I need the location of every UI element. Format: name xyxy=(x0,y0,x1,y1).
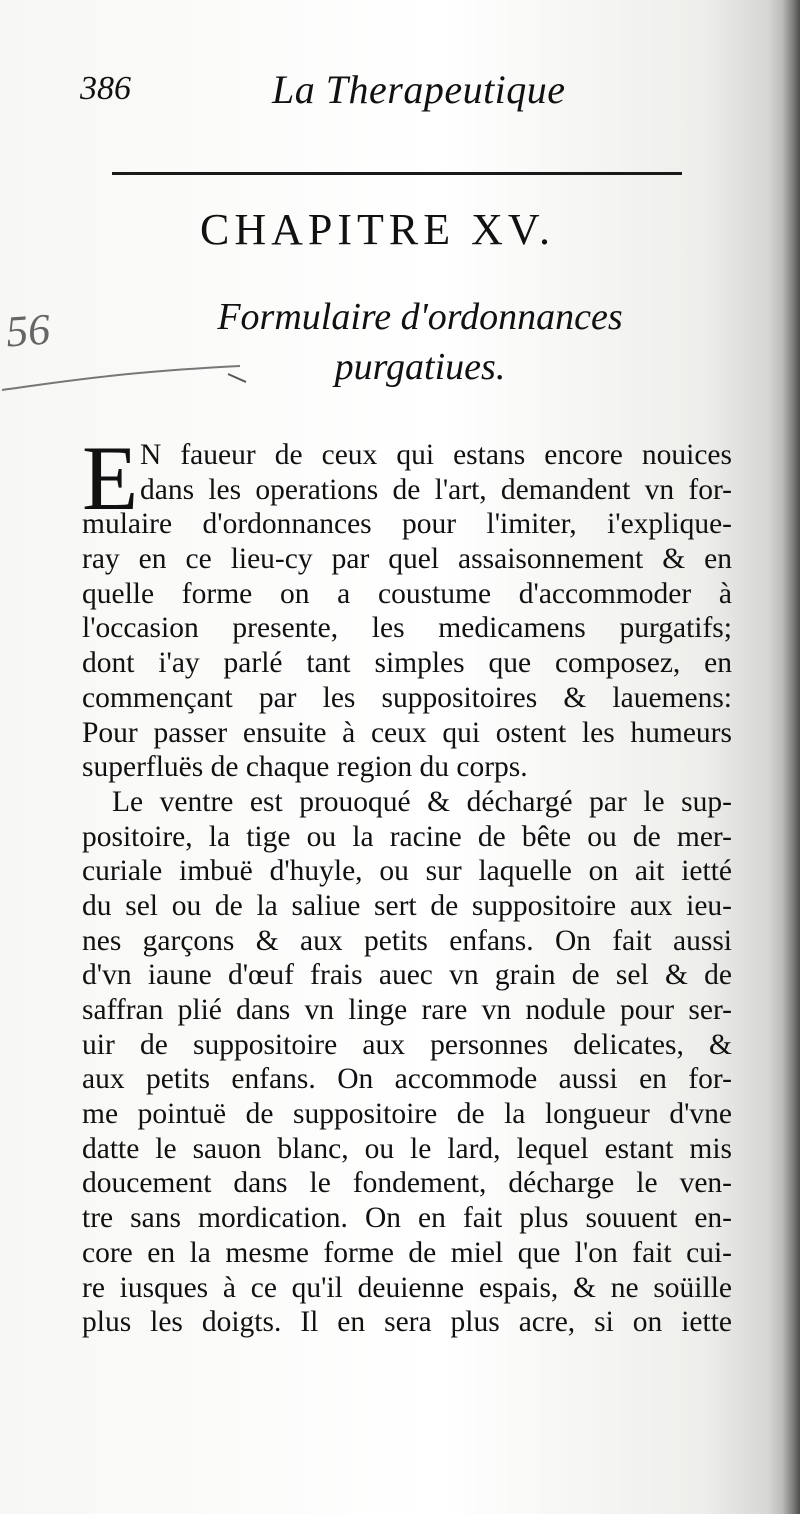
text-line: d'vn iaune d'œuf frais auec vn grain de sel & de xyxy=(82,959,732,992)
chapter-heading: CHAPITRE XV. xyxy=(200,205,556,254)
text-line: mulaire d'ordonnances pour l'imiter, i'explique- xyxy=(82,508,732,541)
text-line: ray en ce lieu-cy par quel assaisonnement & en xyxy=(82,543,732,576)
page-edge-shadow xyxy=(782,0,800,1514)
body-text xyxy=(82,427,732,1340)
chapter-title-line-1: Formulaire d'ordonnances xyxy=(217,296,623,338)
running-head xyxy=(80,62,680,122)
text-line: re iusques à ce qu'il deuienne espais, & ne soüille xyxy=(82,1271,732,1304)
text-line: uir de suppositoire aux personnes delicates, & xyxy=(82,1028,732,1061)
text-line: N faueur de ceux qui estans encore nouices xyxy=(140,439,732,471)
drop-cap: E xyxy=(82,427,139,529)
text-line: superfluës de chaque region du corps. xyxy=(82,751,528,784)
page-number: 386 xyxy=(80,70,131,107)
text-line: saffran plié dans vn linge rare vn nodule pour ser- xyxy=(82,994,732,1026)
chapter-title xyxy=(150,292,690,392)
text-line: nes garçons & aux petits enfans. On fait aussi xyxy=(82,924,732,957)
text-line: curiale imbuë d'huyle, ou sur laquelle on ait ietté xyxy=(82,855,732,888)
text-line: l'occasion presente, les medicamens purgatifs; xyxy=(82,612,732,645)
text-line: Pour passer ensuite à ceux qui ostent les humeurs xyxy=(82,716,732,749)
text-line: commençant par les suppositoires & lauemens: xyxy=(82,681,732,714)
text-line: core en la mesme forme de miel que l'on fait cui- xyxy=(82,1236,732,1269)
text-line: dont i'ay parlé tant simples que composez, en xyxy=(82,647,732,680)
text-line: quelle forme on a coustume d'accommoder à xyxy=(82,577,732,610)
text-line: plus les doigts. Il en sera plus acre, si on iette xyxy=(82,1306,732,1339)
text-line: positoire, la tige ou la racine de bête ou de mer- xyxy=(82,820,732,853)
text-line: me pointuë de suppositoire de la longueur d'vne xyxy=(82,1098,732,1131)
margin-note: 56 xyxy=(4,304,52,357)
text-line: Le ventre est prouoqué & déchargé par le sup- xyxy=(112,785,732,818)
text-line: datte le sauon blanc, ou le lard, lequel estant mis xyxy=(82,1132,732,1165)
text-line: doucement dans le fondement, décharge le ven- xyxy=(82,1167,732,1200)
running-title: La Therapeutique xyxy=(272,67,566,112)
text-line: tre sans mordication. On en fait plus souuent en- xyxy=(82,1202,732,1235)
header-rule xyxy=(112,172,682,175)
text-line: aux petits enfans. On accommode aussi en for- xyxy=(82,1063,732,1096)
chapter-title-line-2: purgatiues. xyxy=(334,346,506,388)
text-line: dans les operations de l'art, demandent vn for- xyxy=(140,473,732,506)
text-line: du sel ou de la saliue sert de suppositoire aux ieu- xyxy=(82,889,732,922)
